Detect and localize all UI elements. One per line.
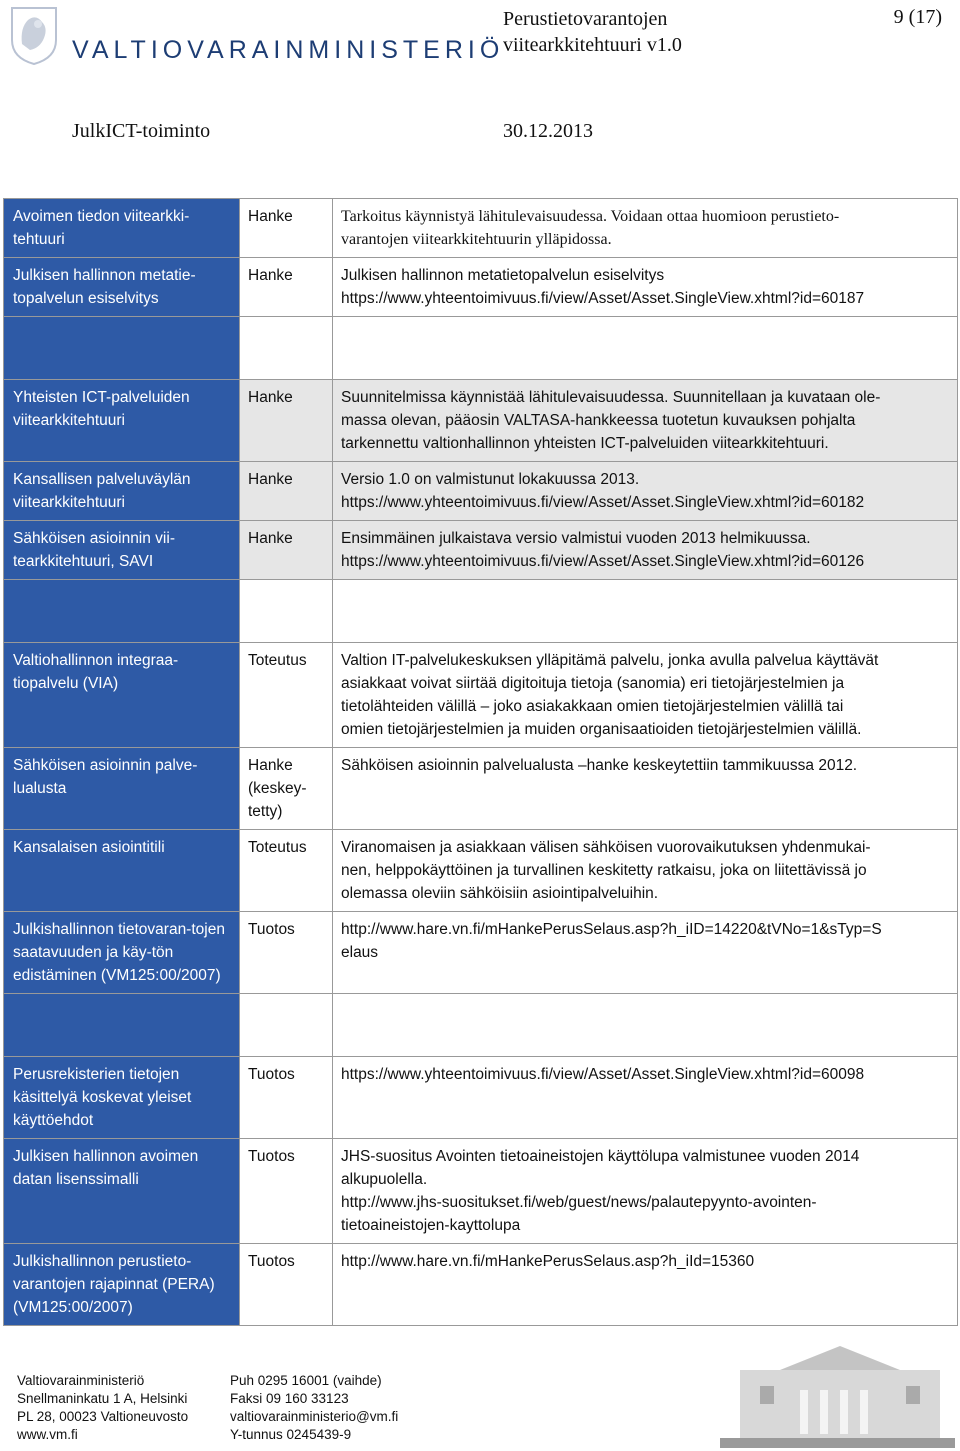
- project-name-cell: Kansalaisen asiointitili: [4, 830, 240, 912]
- project-description-cell: [333, 1139, 958, 1244]
- footer-line: PL 28, 00023 Valtioneuvosto: [17, 1409, 189, 1424]
- description-line: JHS-suositus Avointen tietoaineistojen käyttölupa valmistunee vuoden 2014: [341, 1148, 860, 1165]
- ministry-name: VALTIOVARAINMINISTERIÖ: [72, 36, 505, 64]
- project-name-cell: Julkisen hallinnon avoimen datan lisenssimalli: [4, 1139, 240, 1244]
- table-row: [4, 1244, 958, 1326]
- spacer-cell: [333, 994, 958, 1057]
- project-status-cell: Hanke (keskey-tetty): [240, 748, 333, 830]
- description-line: massa olevan, pääosin VALTASA-hankkeessa tuotetun kuvauksen pohjalta: [341, 412, 856, 429]
- spacer-cell: [4, 317, 240, 380]
- project-status-cell: Hanke: [240, 258, 333, 317]
- project-description-cell: [333, 1244, 958, 1326]
- project-status-cell: Hanke: [240, 462, 333, 521]
- project-description-cell: [333, 258, 958, 317]
- description-line: Viranomaisen ja asiakkaan välisen sähköisen vuorovaikutuksen yhdenmukai-: [341, 839, 871, 856]
- document-date: 30.12.2013: [503, 120, 593, 142]
- organization-unit: JulkICT-toiminto: [72, 120, 211, 142]
- description-line: Valtion IT-palvelukeskuksen ylläpitämä palvelu, jonka avulla palvelua käyttävät: [341, 652, 879, 669]
- description-line: varantojen viitearkkitehtuurin ylläpidossa.: [341, 231, 612, 248]
- description-line: http://www.hare.vn.fi/mHankePerusSelaus.asp?h_iId=15360: [341, 1253, 755, 1270]
- document-title: [503, 6, 682, 58]
- project-status-cell: Tuotos: [240, 1139, 333, 1244]
- lion-emblem-icon: [8, 4, 60, 66]
- description-line: Versio 1.0 on valmistunut lokakuussa 2013.: [341, 471, 640, 488]
- project-name-cell: Sähköisen asioinnin palve-lualusta: [4, 748, 240, 830]
- project-name-cell: Sähköisen asioinnin vii-tearkkitehtuuri, SAVI: [4, 521, 240, 580]
- description-line: omien tietojärjestelmien ja muiden organisaatioiden tietojärjestelmien välillä.: [341, 721, 862, 738]
- description-line: asiakkaat voivat siirtää digitoituja tietoja (sanomia) eri tietojärjestelmien ja: [341, 675, 845, 692]
- description-line: https://www.yhteentoimivuus.fi/view/Asset/Asset.SingleView.xhtml?id=60098: [341, 1066, 865, 1083]
- table-row: [4, 199, 958, 258]
- spacer-cell: [333, 580, 958, 643]
- table-row: [4, 462, 958, 521]
- description-line: https://www.yhteentoimivuus.fi/view/Asset/Asset.SingleView.xhtml?id=60182: [341, 494, 865, 511]
- description-line: https://www.yhteentoimivuus.fi/view/Asset/Asset.SingleView.xhtml?id=60187: [341, 290, 865, 307]
- project-description-cell: [333, 748, 958, 830]
- project-name-cell: Avoimen tiedon viitearkki-tehtuuri: [4, 199, 240, 258]
- spacer-cell: [4, 994, 240, 1057]
- project-description-cell: [333, 830, 958, 912]
- description-line: Ensimmäinen julkaistava versio valmistui vuoden 2013 helmikuussa.: [341, 530, 811, 547]
- page-header: [0, 0, 960, 160]
- project-status-cell: Hanke: [240, 380, 333, 462]
- spacer-row: [4, 994, 958, 1057]
- spacer-row: [4, 317, 958, 380]
- ministry-building-photo: [720, 1330, 955, 1448]
- project-status-cell: Hanke: [240, 521, 333, 580]
- spacer-cell: [333, 317, 958, 380]
- project-name-cell: Kansallisen palveluväylän viitearkkitehtuuri: [4, 462, 240, 521]
- project-description-cell: [333, 462, 958, 521]
- project-name-cell: Yhteisten ICT-palveluiden viitearkkitehtuuri: [4, 380, 240, 462]
- footer-line: Puh 0295 16001 (vaihde): [230, 1373, 382, 1388]
- project-description-cell: [333, 199, 958, 258]
- table-row: [4, 1057, 958, 1139]
- table-row: [4, 1139, 958, 1244]
- project-description-cell: [333, 380, 958, 462]
- description-line: Tarkoitus käynnistyä lähitulevaisuudessa. Voidaan ottaa huomioon perustieto-: [341, 208, 840, 225]
- table-row: [4, 380, 958, 462]
- page-number: 9 (17): [893, 6, 942, 28]
- project-name-cell: Perusrekisterien tietojen käsittelyä koskevat yleiset käyttöehdot: [4, 1057, 240, 1139]
- project-status-cell: Tuotos: [240, 912, 333, 994]
- project-description-cell: [333, 521, 958, 580]
- footer-line: Faksi 09 160 33123: [230, 1391, 349, 1406]
- description-line: http://www.jhs-suositukset.fi/web/guest/news/palautepyynto-avointen-: [341, 1194, 817, 1211]
- footer-line: Snellmaninkatu 1 A, Helsinki: [17, 1391, 188, 1406]
- description-line: tarkennettu valtionhallinnon yhteisten ICT-palveluiden viitearkkitehtuuri.: [341, 435, 829, 452]
- footer-line: Valtiovarainministeriö: [17, 1373, 145, 1388]
- project-description-cell: [333, 1057, 958, 1139]
- project-name-cell: Valtiohallinnon integraa-tiopalvelu (VIA): [4, 643, 240, 748]
- spacer-cell: [4, 580, 240, 643]
- description-line: http://www.hare.vn.fi/mHankePerusSelaus.asp?h_iID=14220&tVNo=1&sTyp=S: [341, 921, 882, 938]
- table-row: [4, 830, 958, 912]
- document-title-line2: viitearkkitehtuuri v1.0: [503, 34, 682, 56]
- project-table-body: [4, 199, 958, 1326]
- project-table: [3, 198, 958, 1326]
- description-line: Julkisen hallinnon metatietopalvelun esiselvitys: [341, 267, 665, 284]
- project-name-cell: Julkisen hallinnon metatie-topalvelun esiselvitys: [4, 258, 240, 317]
- description-line: alkupuolella.: [341, 1171, 428, 1188]
- spacer-cell: [240, 994, 333, 1057]
- description-line: Suunnitelmissa käynnistää lähitulevaisuudessa. Suunnitellaan ja kuvataan ole-: [341, 389, 881, 406]
- description-line: nen, helppokäyttöinen ja turvallinen keskitetty ratkaisu, joka on liitettävissä jo: [341, 862, 867, 879]
- table-row: [4, 258, 958, 317]
- project-description-cell: [333, 912, 958, 994]
- project-status-cell: Tuotos: [240, 1244, 333, 1326]
- footer-line: valtiovarainministerio@vm.fi: [230, 1409, 399, 1424]
- description-line: olemassa oleviin sähköisiin asiointipalveluihin.: [341, 885, 659, 902]
- project-status-cell: Hanke: [240, 199, 333, 258]
- table-row: [4, 912, 958, 994]
- project-name-cell: Julkishallinnon perustieto-varantojen rajapinnat (PERA) (VM125:00/2007): [4, 1244, 240, 1326]
- project-description-cell: [333, 643, 958, 748]
- table-row: [4, 643, 958, 748]
- description-line: Sähköisen asioinnin palvelualusta –hanke keskeytettiin tammikuussa 2012.: [341, 757, 858, 774]
- project-name-cell: Julkishallinnon tietovaran-tojen saatavuuden ja käy-tön edistäminen (VM125:00/2007): [4, 912, 240, 994]
- description-line: tietolähteiden välillä – joko asiakakkaan omien tietojärjestelmien välillä tai: [341, 698, 844, 715]
- table-row: [4, 521, 958, 580]
- description-line: tietoaineistojen-kayttolupa: [341, 1217, 521, 1234]
- project-status-cell: Tuotos: [240, 1057, 333, 1139]
- spacer-cell: [240, 580, 333, 643]
- document-title-line1: Perustietovarantojen: [503, 8, 668, 30]
- footer-line: Y-tunnus 0245439-9: [230, 1427, 352, 1442]
- project-status-cell: Toteutus: [240, 830, 333, 912]
- footer-contact-phone: [230, 1372, 398, 1444]
- description-line: elaus: [341, 944, 379, 961]
- description-line: https://www.yhteentoimivuus.fi/view/Asset/Asset.SingleView.xhtml?id=60126: [341, 553, 865, 570]
- spacer-row: [4, 580, 958, 643]
- footer-contact-address: [17, 1372, 188, 1444]
- spacer-cell: [240, 317, 333, 380]
- table-row: [4, 748, 958, 830]
- project-status-cell: Toteutus: [240, 643, 333, 748]
- footer-line: www.vm.fi: [17, 1427, 78, 1442]
